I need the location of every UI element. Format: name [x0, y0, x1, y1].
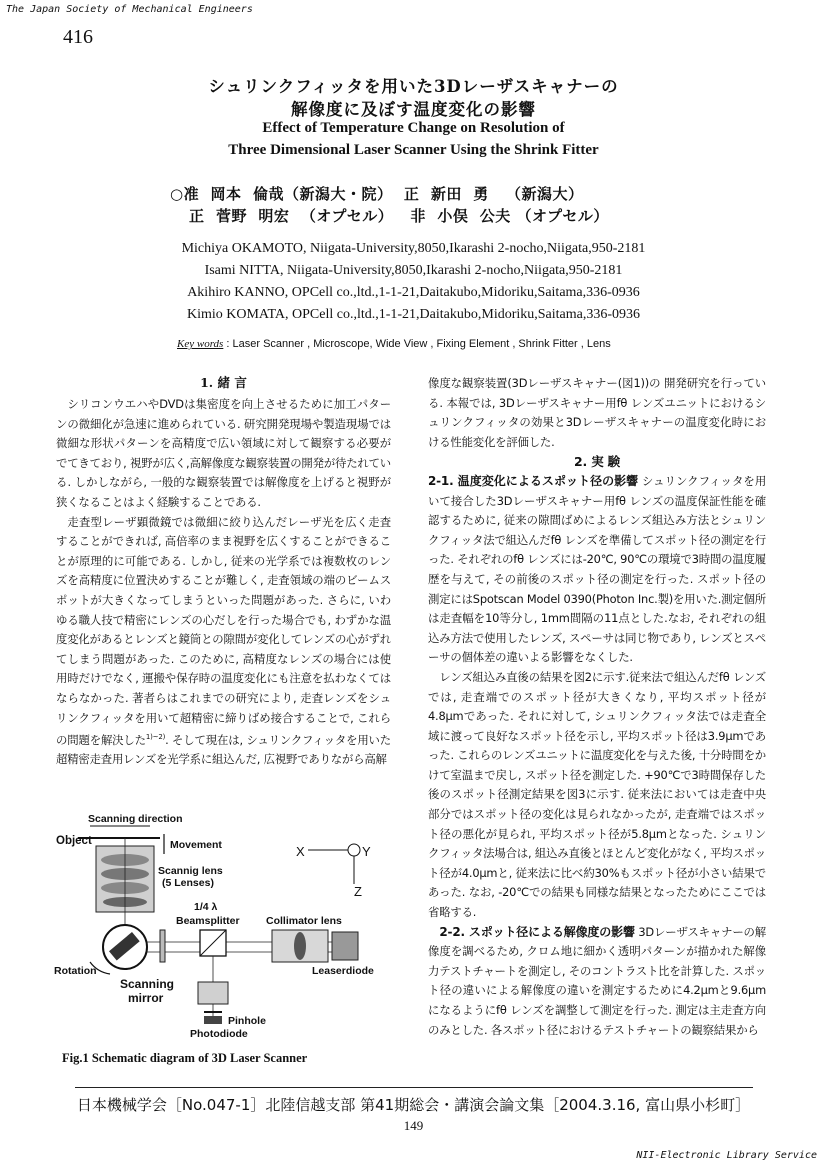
authors-line2: 正 菅野 明宏 （オプセル） 非 小俣 公夫 （オプセル）: [189, 207, 609, 225]
label-scanning-lens: Scannig lens: [158, 865, 223, 877]
left-column: [56, 395, 391, 770]
label-object: Object: [56, 835, 92, 847]
subsection-2-1-paragraph-2: レンズ組込み直後の結果を図2に示す.従来法で組込んだfθ レンズでは, 走査端でのスポット径が大きくなり, 平均スポット径が4.8μmであった. それに対して, シュリンクフィッタ法では走査全域に渡って良好なスポット径を示し, 平均スポット径は3.9μmであった. これらのレンズユニットに温度変化を与えた後, 十分時間をかけて室温まで戻し, スポット径を測定した. +90℃で3時間保存した後のスポット径測定結果を図3に示す. 従来法においては走査中央部分ではスポット径の変化は見られなかったが, 走査端ではスポット径の悪化が見られ, 平均スポット径が5.8μmとなった. シュリンクフィッタ法場合は, 組込み直後とほとんど変化がなく, 平均スポット径が4.0μmと, 従来法に比べ約30%もスポット径が小さい結果であった. なお, -20℃での結果も同様な結果となったためにここでは省略する.: [428, 669, 766, 920]
label-rotation: Rotation: [54, 965, 97, 977]
affiliation-okamoto: Michiya OKAMOTO, Niigata-University,8050,Ikarashi 2-nocho,Niigata,950-2181: [181, 241, 646, 256]
intro-paragraph-2-text: 走査型レーザ顕微鏡では微細に絞り込んだレーザ光を広く走査することができれば, 高倍率のまま視野を広くすることができることが原理的に可能である. しかし, 従来の光学系では複数枚のレンズを高精度に位置決めすることが難しく, 走査領域の端のビームスポットが大きくなってしまうといった問題があった. さらに, いわゆる職人技で精密にレンズの心だしを行った場合でも, わずかな温度変化があるとレンズと鏡筒との隙間が変化してレンズの心がずれてしまう問題があった. このために, 高精度なレンズの場合には使用時だけでなく, 運搬や保存時の温度変化にも注意を払わなくてはならなかった. 著者らはこれまでの研究により, 走査レンズをシュリンクフィッタを用いて超精密に締りばめ接合することで, これらの問題を解決した: [56, 514, 391, 747]
photodiode: [204, 1016, 222, 1024]
section2-intro: 像度な観察装置(3Dレーザスキャナー(図1))の 開発研究を行っている. 本報では, 3Dレーザスキャナー用fθ レンズユニットにおけるシュリンクフィッタの効果と3Dレーザスキャナーの温度変化時における性能変化を評価した.: [428, 376, 766, 449]
citation: 1)~2): [145, 733, 166, 742]
affiliation-kanno: Akihiro KANNO, OPCell co.,ltd.,1-1-21,Daitakubo,Midoriku,Saitama,336-0936: [187, 285, 640, 300]
label-laserdiode: Leaserdiode: [312, 965, 374, 977]
detector-lens: [198, 982, 228, 1004]
label-quarter-lambda: 1/4 λ: [194, 901, 218, 913]
axis-y-label: Y: [362, 844, 371, 859]
intro-paragraph-3-text: そして現在は, シュリンクフィッタを用いた超精密走査用レンズを光学系に組込んだ, 広視野でありながら高解: [56, 732, 391, 767]
section2-heading: 2. 実 験: [574, 454, 620, 470]
label-scanning-mirror-1: Scanning: [120, 977, 175, 991]
figure-schematic: [50, 812, 395, 1050]
label-scanning-direction: Scanning direction: [88, 813, 183, 825]
subsection-2-2: [428, 923, 766, 1041]
label-pinhole: Pinhole: [228, 1015, 266, 1027]
label-five-lenses: (5 Lenses): [162, 877, 214, 889]
subsection-2-2-lead: 3Dレーザスキャナーの解像度を調べるため, クロム地に細かく透明パターンが描かれた解像力テストチャートを測定し, そのコントラスト比を計算した. スポット径の違いによる解像度の違いを測定するために4.2μmと9.6μmになるようにfθ レンズを調整して測定を行った. 測定は主走査方向のみとした. 各スポット径におけるテストチャートの観察結果から: [428, 924, 766, 1037]
axis-z-label: Z: [354, 884, 362, 899]
axis-x-label: X: [296, 844, 305, 859]
footer-divider: [75, 1087, 753, 1088]
axis-y-marker: [348, 844, 360, 856]
footer-proceedings: 日本機械学会［No.047-1］北陸信越支部 第41期総会・講演会論文集［2004.3.16, 富山県小杉町］: [76, 1096, 751, 1114]
affiliation-komata: Kimio KOMATA, OPCell co.,ltd.,1-1-21,Daitakubo,Midoriku,Saitama,336-0936: [186, 307, 641, 322]
section1-heading: 1. 緒 言: [200, 375, 247, 390]
authors-line1: ○准 岡本 倫哉（新潟大・院） 正 新田 勇 （新潟大）: [170, 185, 584, 203]
label-collimator: Collimator lens: [266, 915, 342, 927]
label-movement: Movement: [170, 839, 222, 851]
intro-paragraph-2: 走査型レーザ顕微鏡では微細に絞り込んだレーザ光を広く走査することができれば, 高倍率のまま視野を広くすることができることが原理的に可能である. しかし, 従来の光学系では複数枚のレンズを高精度に位置決めすることが難しく, 走査領域の端のビームスポットが大きくなってしまうといった問題があった. さらに, いわゆる職人技で精密にレンズの心だしを行った場合でも, わずかな温度変化があるとレンズと鏡筒との隙間が変化してレンズの心がずれてしまう問題があった. このために, 高精度なレンズの場合には使用時だけでなく, 運搬や保存時の温度変化にも注意を払わなくてはならなかった. 著者らはこれまでの研究により, 走査レンズをシュリンクフィッタを用いて超精密に締りばめ接合することで, これらの問題を解決した$^{1)\sim 2)}$. そして現在は, シュリンクフィッタを用いた超精密走査用レンズを光学系に組込んだ, 広視野でありながら高解: [56, 514, 391, 767]
footer-page-number: 149: [403, 1118, 424, 1133]
label-photodiode: Photodiode: [190, 1028, 248, 1040]
right-column: [428, 374, 766, 1040]
keywords-label: Key words: [177, 338, 224, 350]
nii-watermark: NII-Electronic Library Service: [636, 1150, 817, 1161]
keywords: [177, 338, 611, 350]
subsection-2-2-heading: 2-2. スポット径による解像度の影響: [439, 924, 635, 939]
page-number: 416: [63, 26, 93, 48]
title-english-line1: Effect of Temperature Change on Resolution of: [262, 120, 565, 136]
society-header: The Japan Society of Mechanical Engineers: [6, 4, 253, 15]
affiliation-nitta: Isami NITTA, Niigata-University,8050,Ikarashi 2-nocho,Niigata,950-2181: [204, 263, 623, 278]
quarter-wave-plate: [160, 930, 165, 962]
intro-paragraph-1: シリコンウエハやDVDは集密度を向上させるために加工パターンの微細化が急速に進められている. 研究開発現場や製造現場では微細な形状パターンを高精度で広い領域に対して観察する必要がでてきており, 視野が広く,高解像度な観察装置の開発が待たれている. しかしながら, 一般的な観察装置では解像度を上げると視野が狭くなることはよく経験することである.: [56, 397, 391, 509]
title-english-line2: Three Dimensional Laser Scanner Using the Shrink Fitter: [228, 142, 599, 158]
collimator-element: [294, 932, 306, 960]
subsection-2-1-lead: シュリンクフィッタを用いて接合した3Dレーザスキャナー用fθ レンズの温度保証性能を確認するために, 従来の隙間ばめによるレンズ組込み方法とシュリンクフィッタ法で組込んだfθ レンズを準備してスポット径の測定を行った. それぞれのfθ レンズには-20℃, 90℃の環境で3時間の温度履歴を与えて, その前後のスポット径の測定を行った. スポット径の測定にはSpotscan Model 0390(Photon Inc.製)を用いた.測定個所は走査幅を10等分し, 1mm間隔の11点とした.なお, それぞれの組込み方法で使用したレンズ, スペーサは同じ物であり, レンズとスペーサの個体差の違いよる影響をなくした.: [428, 473, 767, 665]
keywords-text: : Laser Scanner , Microscope, Wide View , Fixing Element , Shrink Fitter , Lens: [223, 338, 611, 350]
figure-caption: Fig.1 Schematic diagram of 3D Laser Scanner: [62, 1051, 308, 1065]
subsection-2-1-heading: 2-1. 温度変化によるスポット径の影響: [428, 473, 639, 488]
laserdiode: [332, 932, 358, 960]
title-japanese-line1: シュリンクフィッタを用いた3Dレーザスキャナーの: [208, 77, 619, 96]
subsection-2-1: [428, 472, 766, 668]
label-scanning-mirror-2: mirror: [128, 991, 164, 1005]
title-japanese-line2: 解像度に及ぼす温度変化の影響: [291, 100, 536, 119]
label-beamsplitter: Beamsplitter: [176, 915, 240, 927]
